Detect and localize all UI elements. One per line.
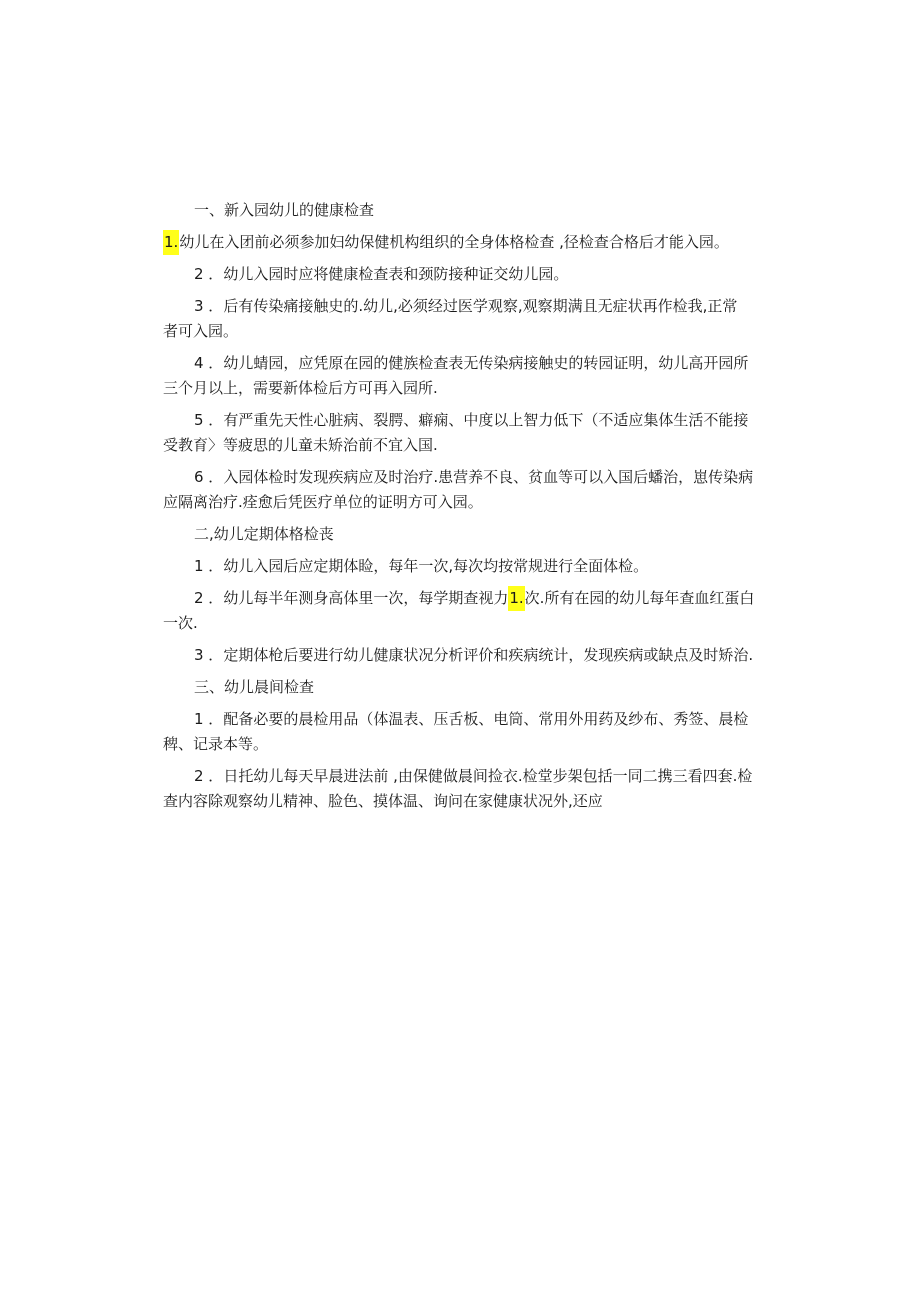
section-heading: 一、新入园幼儿的健康检查 [194, 201, 375, 219]
list-item [163, 230, 768, 255]
item-number: 3 ． [194, 646, 224, 664]
list-item [163, 351, 768, 401]
item-number: 1 ． [194, 710, 224, 728]
item-text-continued: 受教育〉等疲思的儿童未矫治前不宜入国. [163, 436, 438, 454]
item-text: 幼儿入园后应定期体睑，每年一次,每次均按常规进行全面体检。 [223, 557, 649, 575]
item-text-continued: 稗、记录本等。 [163, 735, 269, 753]
section-heading: 二,幼儿定期体格检丧 [194, 525, 334, 543]
list-item [163, 764, 768, 814]
item-text: 配备必要的晨检用品（体温表、压舌板、电筒、常用外用药及纱布、秀签、晨检 [223, 710, 749, 728]
item-text: 幼儿在入团前必须参加妇幼保健机构组织的全身体格检查 ,径检查合格后才能入园。 [179, 233, 729, 251]
item-text: 幼儿蜻园，应凭原在园的健族检查表无传染病接触史的转园证明，幼儿高开园所 [223, 354, 749, 372]
item-text: 日托幼儿每天早晨进法前 ,由保健做晨间捡衣.检堂步架包括一同二携三看四套.检 [223, 767, 753, 785]
list-item [163, 586, 768, 636]
list-item [163, 643, 768, 668]
item-text-continued: 一次. [163, 614, 198, 632]
item-text-continued: 查内容除观察幼儿精神、脸色、摸体温、询问在家健康状况外,还应 [163, 792, 603, 810]
item-number: 2 ． [194, 589, 224, 607]
list-item [163, 408, 768, 458]
item-text: 次.所有在园的幼儿每年查血红蛋白 [524, 589, 755, 607]
item-number: 3 ． [194, 297, 224, 315]
list-item [163, 294, 768, 344]
document-body [163, 198, 768, 821]
section-heading: 三、幼儿晨间检查 [194, 678, 315, 696]
item-text-continued: 三个月以上，需要新体检后方可再入园所. [163, 379, 438, 397]
item-text: 入园体检时发现疾病应及时治疗.患营养不良、贫血等可以入国后蟠治，崽传染病 [223, 468, 754, 486]
list-item [163, 465, 768, 515]
item-text: 有严重先天性心脏病、裂腭、癖痫、中度以上智力低下（不适应集体生活不能接 [223, 411, 749, 429]
item-text: 后有传染痛接触史的.幼儿,必须经过医学观察,观察期满且无症状再作检我,正常 [223, 297, 738, 315]
list-item [163, 707, 768, 757]
item-text-continued: 者可入园。 [163, 322, 239, 340]
list-item [163, 554, 768, 579]
item-text: 定期体枪后要进行幼儿健康状况分析评价和疾病统计，发现疾病或缺点及时矫治. [223, 646, 754, 664]
item-text-continued: 应隔离治疗.痊愈后凭医疗单位的证明方可入园。 [163, 493, 483, 511]
item-text: 幼儿入园时应将健康检查表和颈防接种证交幼儿园。 [223, 265, 569, 283]
item-number: 2 ． [194, 767, 224, 785]
item-number: 1 ． [194, 557, 224, 575]
item-text: 幼儿每半年测身高体里一次，每学期查视力 [223, 589, 509, 607]
list-item [163, 262, 768, 287]
item-number: 1. [163, 230, 179, 255]
item-number: 5 ． [194, 411, 224, 429]
item-number: 6 ． [194, 468, 224, 486]
item-number: 2 ． [194, 265, 224, 283]
highlighted-number: 1. [508, 586, 524, 611]
item-number: 4 ． [194, 354, 224, 372]
